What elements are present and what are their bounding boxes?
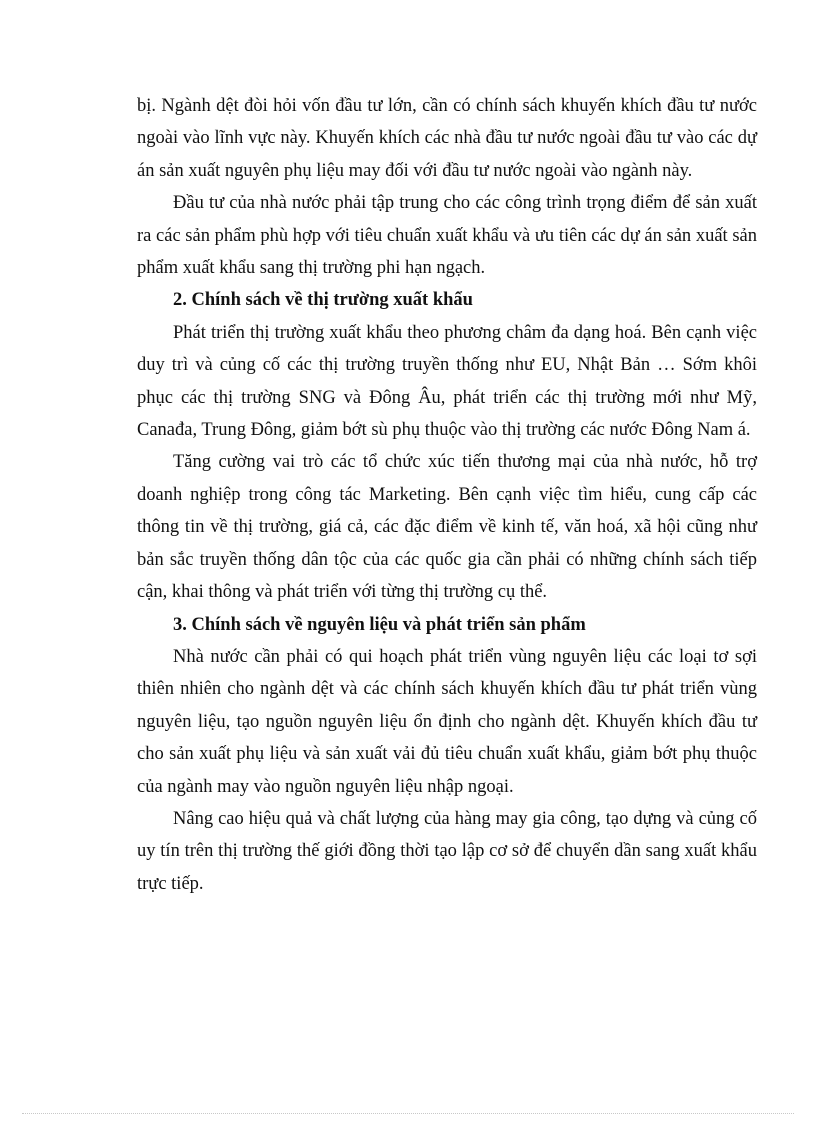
- paragraph: Phát triển thị trường xuất khẩu theo phương châm đa dạng hoá. Bên cạnh việc duy trì và củng cố các thị trường truyền thống như EU, Nhật Bản … Sớm khôi phục các thị trường SNG và Đông Âu, phát triển các thị trường mới như Mỹ, Canađa, Trung Đông, giảm bớt sù phụ thuộc vào thị trường các nước Đông Nam á.: [137, 322, 757, 441]
- document-body: [137, 90, 757, 900]
- section-heading: 2. Chính sách về thị trường xuất khẩu: [173, 290, 473, 311]
- paragraph: Đầu tư của nhà nước phải tập trung cho các công trình trọng điểm để sản xuất ra các sản phẩm phù hợp với tiêu chuẩn xuất khẩu và ưu tiên các dự án sản xuất sản phẩm xuất khẩu sang thị trường phi hạn ngạch.: [137, 193, 757, 279]
- paragraph: Nhà nước cần phải có qui hoạch phát triển vùng nguyên liệu các loại tơ sợi thiên nhiên cho ngành dệt và các chính sách khuyến khích đầu tư phát triển vùng nguyên liệu, tạo nguồn nguyên liệu ổn định cho ngành dệt. Khuyến khích đầu tư cho sản xuất phụ liệu và sản xuất vải đủ tiêu chuẩn xuất khẩu, giảm bớt phụ thuộc của ngành may vào nguồn nguyên liệu nhập ngoại.: [137, 646, 757, 797]
- paragraph-continued: bị. Ngành dệt đòi hỏi vốn đầu tư lớn, cần có chính sách khuyến khích đầu tư nước ngoài vào lĩnh vực này. Khuyến khích các nhà đầu tư nước ngoài đầu tư vào các dự án sản xuất nguyên phụ liệu may đối với đầu tư nước ngoài vào ngành này.: [137, 96, 757, 181]
- paragraph: Nâng cao hiệu quả và chất lượng của hàng may gia công, tạo dựng và củng cố uy tín trên thị trường thế giới đồng thời tạo lập cơ sở để chuyển dần sang xuất khẩu trực tiếp.: [137, 808, 757, 894]
- paragraph: Tăng cường vai trò các tổ chức xúc tiến thương mại của nhà nước, hỗ trợ doanh nghiệp trong công tác Marketing. Bên cạnh việc tìm hiểu, cung cấp các thông tin về thị trường, giá cả, các đặc điểm về kinh tế, văn hoá, xã hội cũng như bản sắc truyền thống dân tộc của các quốc gia cần phải có những chính sách tiếp cận, khai thông và phát triển với từng thị trường cụ thể.: [137, 452, 757, 603]
- section-heading: 3. Chính sách về nguyên liệu và phát triển sản phẩm: [173, 614, 586, 635]
- page-bottom-divider: [22, 1113, 794, 1114]
